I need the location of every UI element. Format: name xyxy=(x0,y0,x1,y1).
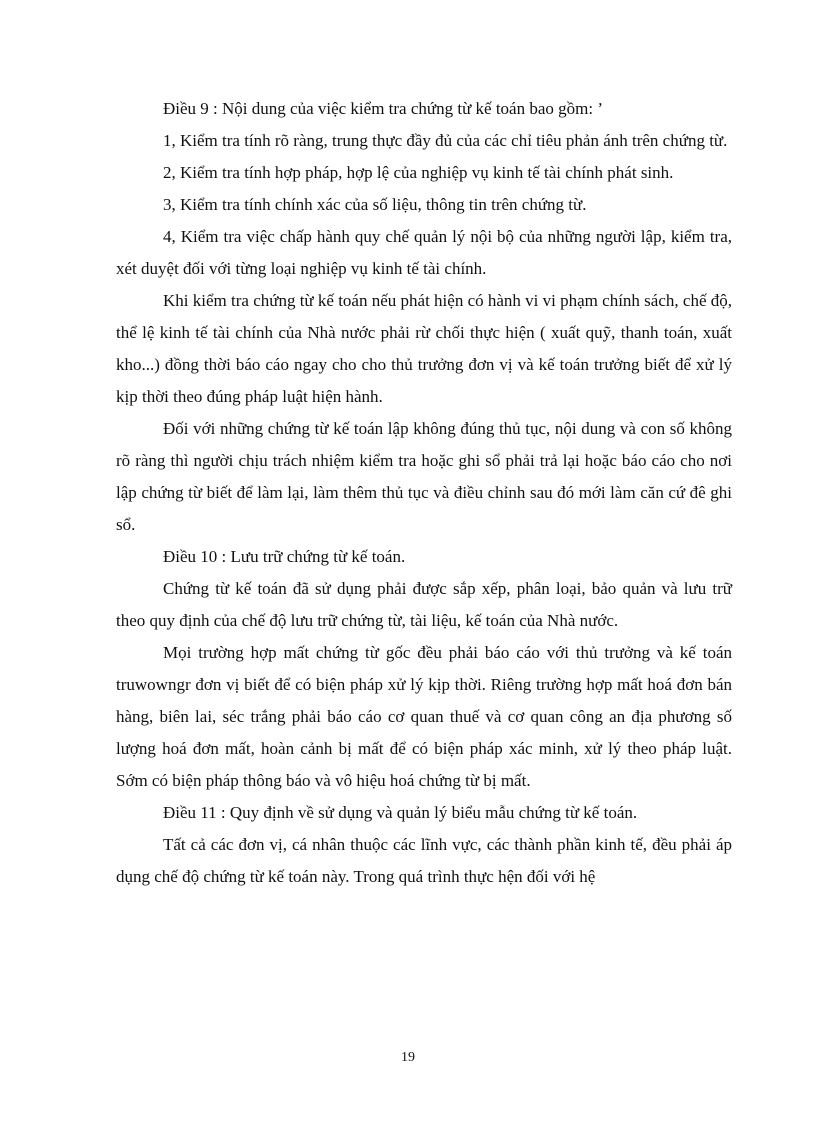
document-body xyxy=(116,93,732,893)
paragraph-violation-handling: Khi kiểm tra chứng từ kế toán nếu phát hiện có hành vi vi phạm chính sách, chế độ, thể lệ kinh tế tài chính của Nhà nước phải rừ chối thực hiện ( xuất quỹ, thanh toán, xuất kho...) đồng thời báo cáo ngay cho cho thủ trưởng đơn vị và kế toán trưởng biết để xử lý kịp thời theo đúng pháp luật hiện hành. xyxy=(116,291,732,406)
paragraph-archiving: Chứng từ kế toán đã sử dụng phải được sắp xếp, phân loại, bảo quản và lưu trữ theo quy định của chế độ lưu trữ chứng từ, tài liệu, kế toán của Nhà nước. xyxy=(116,579,732,630)
paragraph-article-11-heading: Điều 11 : Quy định về sử dụng và quản lý biểu mẫu chứng từ kế toán. xyxy=(163,803,638,822)
paragraph-article-9-heading: Điều 9 : Nội dung của việc kiểm tra chứng từ kế toán bao gồm: ’ xyxy=(163,99,604,118)
paragraph-invalid-documents: Đối với những chứng từ kế toán lập không đúng thủ tục, nội dung và con số không rõ ràng thì người chịu trách nhiệm kiểm tra hoặc ghi sổ phải trả lại hoặc báo cáo cho nơi lập chứng từ biết để làm lại, làm thêm thủ tục và điều chỉnh sau đó mới làm căn cứ đê ghi sổ. xyxy=(116,419,732,534)
paragraph-applicability: Tất cả các đơn vị, cá nhân thuộc các lĩnh vực, các thành phần kinh tế, đều phải áp dụng chế độ chứng từ kế toán này. Trong quá trình thực hện đối với hệ xyxy=(116,835,732,886)
paragraph-article-10-heading: Điều 10 : Lưu trữ chứng từ kế toán. xyxy=(163,547,406,566)
paragraph-item-3: 3, Kiểm tra tính chính xác của số liệu, thông tin trên chứng từ. xyxy=(163,195,587,214)
paragraph-lost-documents: Mọi trường hợp mất chứng từ gốc đều phải báo cáo với thủ trưởng và kế toán truwowngr đơn vị biết để có biện pháp xử lý kịp thời. Riêng trường hợp mất hoá đơn bán hàng, biên lai, séc trắng phải báo cáo cơ quan thuế và cơ quan công an địa phương số lượng hoá đơn mất, hoàn cảnh bị mất để có biện pháp xác minh, xử lý theo pháp luật. Sớm có biện pháp thông báo và vô hiệu hoá chứng từ bị mất. xyxy=(116,643,732,790)
paragraph-item-4: 4, Kiểm tra việc chấp hành quy chế quản lý nội bộ của những người lập, kiểm tra, xét duyệt đối với từng loại nghiệp vụ kinh tế tài chính. xyxy=(116,227,732,278)
page-number: 19 xyxy=(401,1050,415,1065)
paragraph-item-1: 1, Kiểm tra tính rõ ràng, trung thực đầy đủ của các chỉ tiêu phản ánh trên chứng từ. xyxy=(163,131,728,150)
paragraph-item-2: 2, Kiểm tra tính hợp pháp, hợp lệ của nghiệp vụ kinh tế tài chính phát sinh. xyxy=(163,163,674,182)
